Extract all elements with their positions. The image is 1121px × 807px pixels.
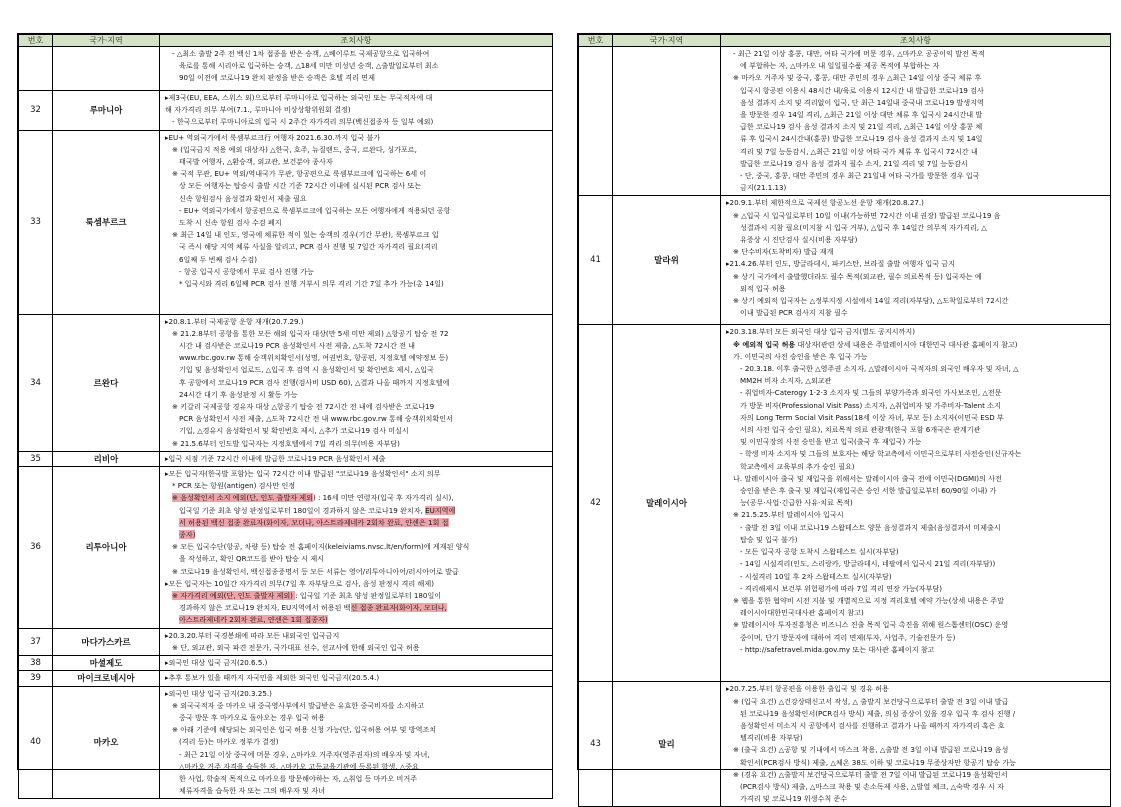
row-number: 40 [19, 686, 53, 799]
measure-line: ▸20.3.18.부터 모든 외국인 대상 입국 금지(별도 공지시까지) [726, 327, 916, 337]
measure-line: - 모든 입국자 공항 도착시 스왑테스트 실시(자부담) [740, 547, 899, 557]
measure-line: 6일째 두 번째 검사 수검) [179, 254, 257, 264]
table-row [19, 628, 553, 655]
measure-line: ※ 말레이시아 투자진흥청은 비즈니스 진출 목적 입국 촉진을 위해 원스톱센터(OSC) 운영 [733, 620, 1009, 630]
measure-line: 음성확인서 미소지 시 공항에서 검사를 진행하고 결과가 나올 때까지 자가격리 혹은 호 [740, 721, 1005, 731]
country-name: 마셜제도 [53, 656, 160, 671]
measure-cell [721, 325, 1111, 682]
measure-line: - 한국으로부터 루마니아로의 입국 시 2주간 자가격리 의무(백신접종자 등 일부 예외) [172, 117, 434, 127]
header-country: 국가·지역 [53, 35, 160, 47]
measure-line: - 격리해제시 보건부 위험평가에 따라 7일 격리 연장 가능(자부담) [740, 583, 942, 593]
measure-line: 에 부합하는 자, △마카오 내 일일필수품 제공 목적에 부합하는 자 [740, 61, 940, 71]
measure-line: ▸EU+ 역외국가에서 룩셈부르크行 여행자 2021.6.30.까지 입국 불가 [165, 132, 381, 142]
measure-line: ▸모든 입국자(한국발 포함)는 입국 72시간 이내 발급된 "코로나19 음성확인서" 소지 의무 [165, 469, 441, 479]
measure-line: 태국발 여행자, △환승객, 외교관, 보건분야 종사자 [179, 157, 333, 167]
measure-line: 입국일 기준 최초 양성 판정일로부터 180일이 경과하지 않은 코로나19 완치자, EU지역에 [179, 505, 456, 515]
table-row [579, 196, 1111, 325]
measure-line: www.rbc.gov.rw 통해 승객위치확인서(성명, 여권번호, 항공편, 지정호텔 예약정보 등) [179, 353, 449, 363]
measure-cell [160, 130, 553, 314]
country-name: 르완다 [53, 314, 160, 451]
row-number [579, 47, 613, 196]
measure-line: ▸20.9.1.부터 제한적으로 국제선 항공노선 운항 재개(20.8.27.) [726, 198, 924, 208]
measure-line: 급한 코로나19 검사 음성 결과지 소지 및 21일 격리, △최근 14일 이상 홍콩 체 [740, 122, 983, 132]
measure-line: - 항공 입국시 공항에서 무료 검사 진행 가능 [179, 266, 314, 276]
measure-line: ※ 최근 14일 내 인도, 영국에 체류한 적이 있는 승객의 경우(기간 무관), 룩셈부르크 입 [172, 230, 439, 240]
measure-line: 텔격리(비용 자부담) [740, 733, 803, 743]
measure-line: 기입, △경유시 음성확인서 및 확인번호 제시, △추가 코로나19 검사 미실시 [179, 426, 409, 436]
measure-line: 학교측에서 교육부의 추가 승인 필요) [740, 461, 855, 471]
measure-line: ▸20.8.1.부터 국제공항 운항 재개(20.7.29.) [165, 316, 304, 326]
measure-line: ▸20.3.20.부터 국경봉쇄에 따라 모든 내외국인 입국금지 [165, 630, 340, 640]
measures-table [18, 34, 553, 799]
country-name: 말레이시아 [613, 325, 721, 682]
table-row [19, 130, 553, 314]
measure-line: ※ 외국국적자 중 마카오 내 중국영사부에서 발급받은 유효한 중국비자를 소지하고 [172, 700, 425, 710]
measure-line: ▸21.4.26.부터 인도, 방글라데시, 파키스탄, 브라질 출발 여행자 입국 금지 [726, 259, 956, 269]
measure-line: ※ (입국 요건) △건강상태신고서 작성, △ 출발지 보건당국으로부터 출발 전 3일 이내 발급 [733, 696, 1009, 706]
measure-line: 레이시아대한민국대사관 홈페이지 참고) [740, 608, 864, 618]
measure-line: ▸추후 통보가 있을 때까지 자국민을 제외한 외국인 입국금지(20.5.4.) [165, 673, 380, 683]
measure-line: 및 이민국장의 사전 승인을 받고 입국(출국 후 재입국) 가능 [740, 437, 922, 447]
measure-line: 가격리 및 코로나19 위생수칙 준수 [740, 794, 848, 804]
left-table [17, 33, 553, 796]
measure-line: ※ 21.5.25.부터 말레이시아 입국시 [733, 510, 844, 520]
measure-line: 경과하지 않은 코로나19 완치자, EU지역에서 허용된 백신 접종 완료자(화이자, 모더나, [179, 603, 447, 613]
measure-cell [160, 656, 553, 671]
table-row [19, 451, 553, 466]
measure-line: 입국시 항공편 이용시 48시간 내/육로 이용시 12시간 내 발급한 코로나19 검사 [740, 85, 984, 95]
row-number: 43 [579, 682, 613, 807]
table-row [19, 671, 553, 686]
row-number: 38 [19, 656, 53, 671]
right-table [577, 33, 1111, 804]
measure-line: 체류자격을 습득한 자 또는 그의 배우자 및 자녀 [179, 786, 325, 796]
measure-line: - △최소 출발 2주 전 백신 1차 접종을 받은 승객, △베이루트 국제공항으로 입국하여 [172, 49, 430, 58]
measure-line: ※ 예외적 입국 허용 대상자(관련 상세 내용은 주말레이시아 대한민국 대사관 홈페이지 참고) [733, 339, 1018, 349]
country-name: 리투아니아 [53, 467, 160, 629]
measure-line: - 취업비자-Caterogy 1·2·3 소지자 및 그들의 부양가족과 외국인 가사보조인, △전문 [740, 388, 1002, 398]
measure-cell [160, 686, 553, 799]
measure-line: ※ 국적 무관, EU+ 역외/역내국가 무관, 항공편으로 룩셈부르크에 입국하는 6세 이 [172, 169, 427, 179]
measure-line: ※ 코로나19 음성확인서, 백신접종증명서 등 모든 서류는 영어/리투아니아어/러시아어로 발급 [172, 566, 459, 576]
measure-line: ▸외국인 대상 입국 금지(20.6.5.) [165, 658, 268, 668]
measure-line: 종자) [179, 530, 196, 540]
measure-line: 국 즉시 해당 지역 체류 사실을 알리고, PCR 검사 진행 및 7일간 자가격리 필요(격리 [179, 242, 438, 252]
measure-line: 외적 입국 허용 [740, 283, 786, 293]
measure-line: 중국 방문 후 마카오로 돌아오는 경우 입국 허용 [179, 712, 325, 722]
country-name: 마이크로네시아 [53, 671, 160, 686]
measure-line: - 학생 비자 소지자 및 그들의 보호자는 해당 학교측에서 이민국으로부터 사전승인(신규자는 [740, 449, 1022, 459]
measure-line: ▸입국 시점 기준 72시간 이내에 발급한 코로나19 PCR 음성확인서 제출 [165, 453, 386, 463]
table-row [579, 325, 1111, 682]
table-row [579, 682, 1111, 807]
measure-line: * PCR 또는 항원(antigen) 검사만 인정 [172, 481, 296, 491]
measure-line: (PCR검사 방식) 제출, △마스크 착용 및 손소독제 사용, △발열 체크, △숙박 경우 시 자 [740, 782, 1005, 792]
table-header-row [579, 35, 1111, 47]
measure-line: ※ 단수비자(도착비자) 발급 재개 [733, 247, 834, 257]
table-header-row [19, 35, 553, 47]
measure-line: 신속 항원검사 음성결과 확인서 제출 필요 [179, 193, 307, 203]
measure-line: 유증상 시 진단검사 실시(비용 자부담) [740, 235, 858, 245]
header-no: 번호 [579, 35, 613, 47]
country-name [613, 47, 721, 196]
measure-line: ※ 상기 국가에서 출발했더라도 필수 목적(외교관, 필수 의료목적 등) 입국자는 예 [733, 271, 982, 281]
measure-line: 을 작성하고, 확인 QR코드를 받아 탑승 시 제시 [179, 554, 325, 564]
measure-cell [160, 467, 553, 629]
measure-cell [160, 91, 553, 131]
measure-line: - 최근 21일 이상 홍콩, 대만, 여타 국가에 머문 경우, △마카오 공공이익 발전 목적 [733, 49, 985, 58]
country-name: 마다가스카르 [53, 628, 160, 655]
measure-line: 능(공무·사업·긴급한 사유·치료 목적) [740, 498, 853, 508]
measure-line: 격리 및 7일 능동감시, △최근 21일 이상 여타 국가 체류 후 입국시 72시간 내 [740, 146, 978, 156]
table-row [19, 314, 553, 451]
measure-cell [721, 47, 1111, 196]
measure-line: 상 모든 여행자는 탑승시 출발 시간 기준 72시간 이내에 실시된 PCR 검사 또는 [179, 181, 422, 191]
measure-line: - 출발 전 3일 이내 코로나19 스왑테스트 양문 음성결과지 제출(음성결과서 미제출시 [740, 522, 1001, 532]
measure-line: 24시간 대기 후 음성판정 시 활동 가능 [179, 389, 298, 399]
measure-cell [160, 451, 553, 466]
country-name: 말라위 [613, 196, 721, 325]
measure-line: PCR 음성확인서 사전 제출, △도착 72시간 전 내 www.rbc.gov.rw 통해 승객위치확인서 [179, 414, 453, 424]
measure-line: - 14일 시설격리(인도, 스리랑카, 방글라데시, 네팔에서 입국시 21일 격리(자부담)) [740, 559, 996, 569]
row-number: 35 [19, 451, 53, 466]
table-row [19, 686, 553, 799]
measure-line: 육로를 통해 시리아로 입국하는 승객, △18세 미만 미성년 승객, △출발일로부터 최소 [179, 61, 439, 71]
measure-line: 해 자가격리 의무 부여(7.1., 루마니아 비상상황위원회 결정) [165, 105, 351, 115]
country-name: 말리 [613, 682, 721, 807]
row-number: 32 [19, 91, 53, 131]
measure-line: 시간 내 검사받은 코로나19 PCR 음성확인서 사전 제출, △도착 72시간 전 내 [179, 341, 416, 351]
measure-line: ※ 웹을 통한 협약비 시전 지불 및 개별적으로 지정 격리호텔 예약 가능(상세 내용은 주말 [733, 595, 1005, 605]
measure-line: MM2H 비자 소지자, △외교관 [740, 376, 832, 386]
measure-line: ※ 마카오 거주자 및 중국, 홍콩, 대만 주민의 경우 △최근 14일 이상 중국 체류 후 [733, 73, 982, 83]
measure-cell [721, 196, 1111, 325]
table-row [19, 656, 553, 671]
row-number: 39 [19, 671, 53, 686]
country-name: 룩셈부르크 [53, 130, 160, 314]
measure-line: ※ 자가격리 예외(단, 인도 출발자 제외) : 입국일 기준 최초 양성 판정일로부터 180일이 [172, 591, 442, 601]
measure-line: 서 허용된 백신 접종 완료자(화이자, 모더나, 아스트라제네카 2회차 완료, 얀센은 1회 접 [179, 517, 449, 527]
measure-line: 을 방문한 경우 14일 격리, △최근 21일 이상 대만 체류 후 입국시 24시간내 발 [740, 110, 983, 120]
measure-line: ※ 아래 기준에 해당되는 외국인은 입국 허용 신청 가능(단, 입국허용 여부 및 방역조치 [172, 725, 437, 735]
table-row [579, 47, 1111, 196]
header-measure: 조치사항 [721, 35, 1111, 47]
measure-line: 90일 이전에 코로나19 완치 판정을 받은 승객은 호텔 격리 면제 [179, 73, 375, 83]
country-name [53, 47, 160, 91]
header-measure: 조치사항 [160, 35, 553, 47]
measure-line: △마카오 거주 자격을 습득한 자, △마카오 고등교육기관에 등록된 학생, △중요 [179, 761, 419, 771]
measure-line: ※ 21.5.6부터 인도발 입국자는 지정호텔에서 7일 격리 의무(비용 자부담) [172, 438, 400, 448]
table-row [19, 91, 553, 131]
measure-line: - EU+ 역외국가에서 항공편으로 룩셈부르크에 입국하는 모든 여행자에게 적용되던 공항 [179, 205, 451, 215]
measure-line: ※ (경유 요건) △출발지 보건당국으로부터 출발 전 7일 이내 발급된 코로나19 음성확인서 [733, 769, 1008, 779]
measure-line: ▸모든 입국자는 10일간 자가격리 의무(7일 후 자부담으로 검사, 음성 판정시 격리 해제) [165, 578, 434, 588]
row-number [19, 47, 53, 91]
measure-cell [160, 314, 553, 451]
measure-line: 류 후 입국시 24시간내(홍콩) 발급한 코로나19 검사 음성 결과지 소지 및 14일 [740, 134, 983, 144]
measure-line: 도착 시 신속 항원 검사 수검 폐지 [179, 218, 282, 228]
measure-line: 후 공항에서 코로나19 PCR 검사 진행(검사비 USD 60), △결과 나올 때까지 지정호텔에 [179, 377, 450, 387]
measure-line: 발급한 코로나19 검사 음성 결과지 필수 소지, 21일 격리 및 7일 능동감시 [740, 158, 968, 168]
country-name: 루마니아 [53, 91, 160, 131]
measure-line: - 단, 중국, 홍콩, 대만 주민의 경우 최근 21일내 여타 국가를 방문한 경우 입국 [740, 171, 980, 181]
measure-line: 나. 말레이시아 출국 및 재입국을 위해서는 말레이시아 출국 전에 이민국(DGMI)의 사전 [733, 473, 1002, 483]
measure-line: 자의 Long Term Social Visit Pass(18세 이상 자녀, 부모 등) 소지자(이민국 ESD 부 [740, 412, 1004, 422]
measure-line: 기입 및 음성확인서 업로드, △입국 후 검역 시 음성확인서 및 확인번호 제시, △입국 [179, 365, 434, 375]
measure-line: 한 사업, 학술적 목적으로 마카오를 방문해야하는 자, △취업 등 마카오 비거주 [179, 773, 418, 783]
measure-line: ※ 모든 입국수단(항공, 차량 등) 탑승 전 홈페이지(keleiviams.nvsc.lt/en/form)에 게재된 양식 [172, 542, 470, 552]
measure-line: 탑승 및 입국 불가) [740, 534, 798, 544]
measure-line: * 입국시와 격리 6일째 PCR 검사 진행 거부시 의무 격리 기간 7일 추가 가능(총 14일) [179, 279, 444, 289]
row-number: 37 [19, 628, 53, 655]
row-number: 33 [19, 130, 53, 314]
measure-line: 중이며, 단기 방문자에 대하여 격리 면제(투자, 사업주, 기술전문가 등) [740, 632, 956, 642]
measure-line: (격리 등)는 마카오 정부가 결정) [179, 737, 279, 747]
measure-line: - 최근 21일 이상 중국에 머문 경우, △마카오 거주자(영주권자)의 배우자 및 자녀, [179, 749, 430, 759]
measure-line: ※ △입국 시 입국일로부터 10일 이내(가능하면 72시간 이내 권장) 발급된 코로나19 음 [733, 210, 1001, 220]
measure-line: 가. 이민국의 사전 승인을 받은 후 입국 가능 [733, 351, 868, 361]
row-number: 42 [579, 325, 613, 682]
measure-line: ※ (입국금지 적용 예외 대상자) △한국, 호주, 뉴질랜드, 중국, 르완다, 싱가포르, [172, 144, 417, 154]
measure-line: 성결과서 지참 필요(미지참 시 입국 거부), △입국 후 14일간 의무적 자가격리, △ [740, 222, 987, 232]
measure-line: 아스트라제네카 2회차 완료, 얀센은 1회 접종자) [179, 615, 328, 625]
row-number: 41 [579, 196, 613, 325]
header-no: 번호 [19, 35, 53, 47]
measure-line: 이내 발급된 PCR 검사지 지참 필수 [740, 308, 848, 318]
measure-line: ※ 상기 예외적 입국자는 △정부지정 시설에서 14일 격리(자부담), △도착일로부터 72시간 [733, 296, 1009, 306]
measure-cell [160, 47, 553, 91]
header-country: 국가·지역 [613, 35, 721, 47]
measure-line: ▸20.7.25.부터 항공편을 이용한 출입국 및 경유 허용 [726, 684, 889, 694]
measure-line: - 20.3.18. 이후 출국한 △영주권 소지자, △말레이시아 국적자의 외국인 배우자 및 자녀, △ [740, 364, 1019, 374]
row-number: 34 [19, 314, 53, 451]
measure-line: ▸제3국(EU, EEA, 스위스 외)으로부터 루마니아로 입국하는 외국인 또는 무국적자에 대 [165, 93, 433, 102]
measure-line: 확인서(PCR검사 방식) 제출, △체온 38도 이하 및 코로나19 무증상자만 항공기 탑승 가능 [740, 757, 1016, 767]
measure-line: - 시설격리 10일 후 2차 스왑테스트 실시(자부담) [740, 571, 892, 581]
measure-cell [160, 671, 553, 686]
measure-line: ※ 단, 외교관, 외국 파견 전문가, 국가대표 선수, 선교사에 한해 외국인 입국 허용 [172, 642, 420, 652]
measure-line: 승인을 받은 후 출국 및 재입국(재입국은 승인 서한 발급일로부터 60/90일 이내) 가 [740, 486, 997, 496]
table-row [19, 47, 553, 91]
measure-cell [721, 682, 1111, 807]
measure-line: ※ 키갈리 국제공항 경유자 대상 △항공기 탑승 전 72시간 전 내에 검사받은 코로나19 [172, 402, 435, 412]
measure-line: 가 방문 비자(Professional Visit Pass) 소지자, △취업비자 및 가주비자-Talent 소지 [740, 400, 1001, 410]
measure-line: ※ 음성확인서 소지 예외(단, 인도 출발자 제외) : 16세 미만 연령자(입국 후 자가격리 실시), [172, 493, 454, 503]
measure-line: 된 코로나19 음성확인서(PCR검사 방식) 제출, 의심 증상이 있을 경우 입국 후 검사 진행 / [740, 708, 1016, 718]
measures-table [578, 34, 1111, 807]
row-number: 36 [19, 467, 53, 629]
measure-line: - http://safetravel.mida.gov.my 또는 대사관 홈페이지 참고 [740, 644, 935, 654]
country-name: 리비아 [53, 451, 160, 466]
measure-line: 음성 결과지 소지 및 격리없이 입국, 단 최근 14일내 중국내 코로나19 발생지역 [740, 97, 984, 107]
measure-line: ※ (출국 요건) △공항 및 기내에서 마스크 착용, △출발 전 3일 이내 발급된 코로나19 음성 [733, 745, 1009, 755]
measure-line: 서의 사전 입국 승인 필요), 치료목적 의료 관광객(한국 포함 6개국은 관계기관 [740, 425, 981, 435]
country-name: 마카오 [53, 686, 160, 799]
measure-line: ▸외국인 대상 입국 금지(20.3.25.) [165, 688, 272, 698]
table-row [19, 467, 553, 629]
measure-cell [160, 628, 553, 655]
measure-line: ※ 21.2.8부터 공항을 통한 모든 해외 입국자 대상(만 5세 미만 제외) △항공기 탑승 전 72 [172, 328, 449, 338]
measure-line: 금지(21.1.13) [740, 183, 787, 193]
